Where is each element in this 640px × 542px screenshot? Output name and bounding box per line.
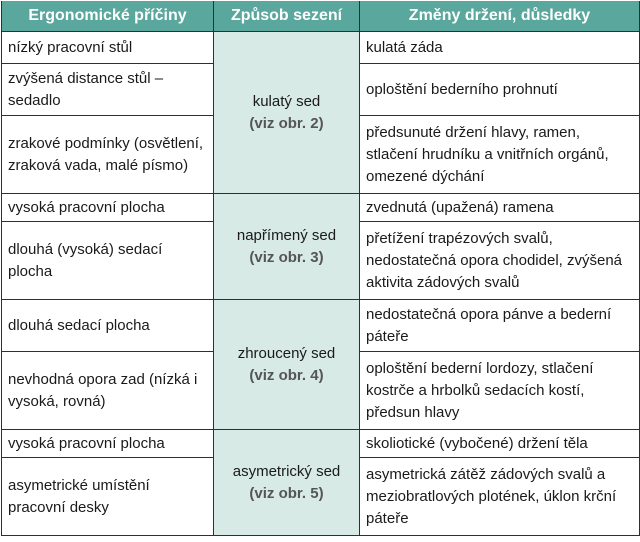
cause-cell: dlouhá sedací plocha bbox=[2, 300, 214, 352]
posture-cell bbox=[214, 194, 360, 300]
figure-reference: (viz obr. 2) bbox=[249, 114, 324, 132]
figure-reference: (viz obr. 5) bbox=[249, 484, 324, 502]
figure-reference: (viz obr. 3) bbox=[249, 248, 324, 266]
table-row bbox=[2, 300, 640, 352]
effect-cell: kulatá záda bbox=[360, 32, 640, 64]
figure-reference: (viz obr. 4) bbox=[249, 366, 324, 384]
effect-cell: asymetrická zátěž zádových svalů a meziobratlových plotének, úklon krční páteře bbox=[360, 458, 640, 536]
posture-label: napřímený sed bbox=[236, 226, 337, 244]
effect-cell: skoliotické (vybočené) držení těla bbox=[360, 430, 640, 458]
table-row bbox=[2, 32, 640, 64]
effect-cell: předsunuté držení hlavy, ramen, stlačení hrudníku a vnitřních orgánů, omezené dýchání bbox=[360, 116, 640, 194]
effect-cell: oploštění bederní lordozy, stlačení kostrče a hrbolků sedacích kostí, předsun hlavy bbox=[360, 352, 640, 430]
cause-cell: vysoká pracovní plocha bbox=[2, 430, 214, 458]
posture-cell bbox=[214, 32, 360, 194]
cause-cell: nevhodná opora zad (nízká i vysoká, rovná) bbox=[2, 352, 214, 430]
posture-cell bbox=[214, 300, 360, 430]
cause-cell: vysoká pracovní plocha bbox=[2, 194, 214, 222]
cause-cell: zrakové podmínky (osvětlení, zraková vada, malé písmo) bbox=[2, 116, 214, 194]
table-row bbox=[2, 430, 640, 458]
effect-cell: oploštění bederního prohnutí bbox=[360, 64, 640, 116]
header-row bbox=[2, 1, 640, 32]
ergonomics-table bbox=[1, 1, 640, 536]
cause-cell: dlouhá (vysoká) sedací plocha bbox=[2, 222, 214, 300]
posture-label: zhroucený sed bbox=[237, 344, 336, 362]
cause-cell: zvýšená distance stůl – sedadlo bbox=[2, 64, 214, 116]
header-effects: Změny držení, důsledky bbox=[360, 1, 640, 32]
table-row bbox=[2, 194, 640, 222]
cause-cell: nízký pracovní stůl bbox=[2, 32, 214, 64]
effect-cell: přetížení trapézových svalů, nedostatečná opora chodidel, zvýšená aktivita zádových svalů bbox=[360, 222, 640, 300]
cause-cell: asymetrické umístění pracovní desky bbox=[2, 458, 214, 536]
posture-label: asymetrický sed bbox=[232, 462, 341, 480]
posture-cell bbox=[214, 430, 360, 536]
effect-cell: nedostatečná opora pánve a bederní páteře bbox=[360, 300, 640, 352]
effect-cell: zvednutá (upažená) ramena bbox=[360, 194, 640, 222]
posture-label: kulatý sed bbox=[252, 92, 321, 110]
header-causes: Ergonomické příčiny bbox=[2, 1, 214, 32]
header-posture: Způsob sezení bbox=[214, 1, 360, 32]
